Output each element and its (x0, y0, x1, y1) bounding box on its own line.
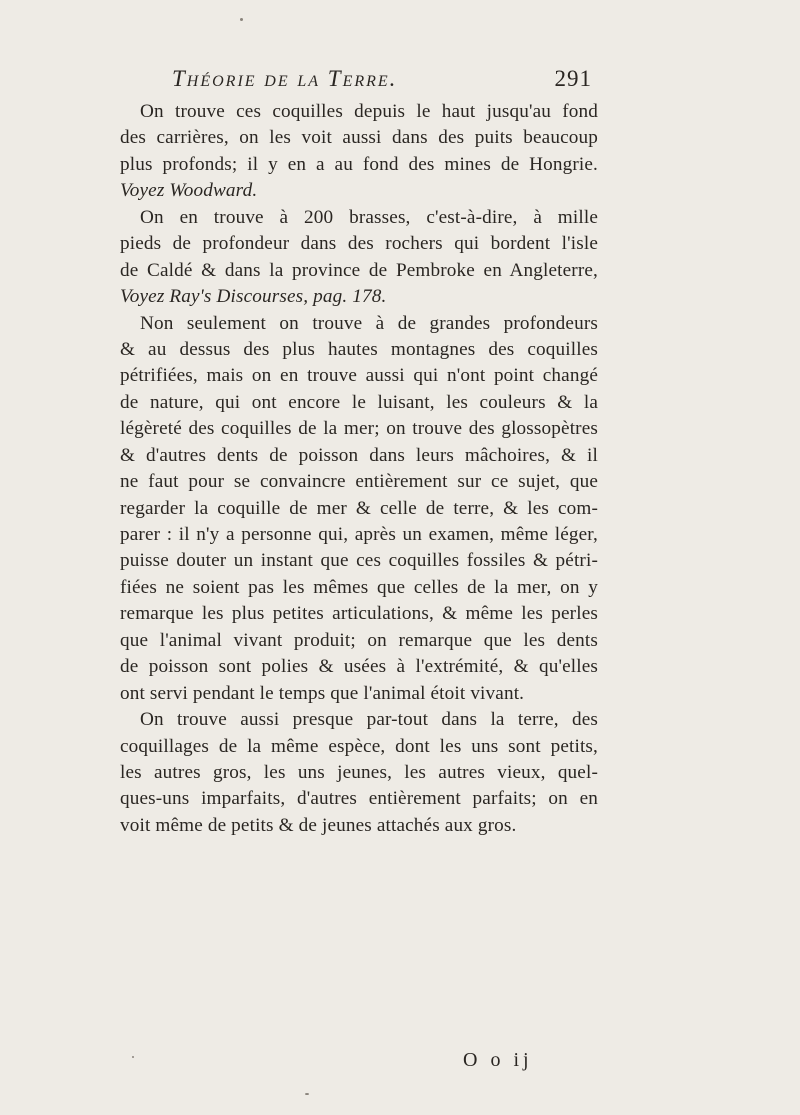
text-line: pétrifiées, mais on en trouve aussi qui n'ont point changé (120, 365, 598, 387)
text-line: & au dessus des plus hautes montagnes des coquilles (120, 338, 598, 360)
text-line: ont servi pendant le temps que l'animal étoit vivant. (120, 682, 525, 704)
text-line: Voyez Woodward. (120, 180, 258, 202)
text-line: voit même de petits & de jeunes attachés aux gros. (120, 814, 517, 836)
text-line: de nature, qui ont encore le luisant, les couleurs & la (120, 391, 598, 413)
text-line: légèreté des coquilles de la mer; on trouve des glossopètres (120, 418, 598, 440)
text-line: de poisson sont polies & usées à l'extrémité, & qu'elles (120, 656, 598, 678)
text-line: ne faut pour se convaincre entièrement sur ce sujet, que (120, 471, 598, 493)
text-line: les autres gros, les uns jeunes, les autres vieux, quel- (120, 761, 598, 783)
text-line: On trouve aussi presque par-tout dans la terre, des (140, 709, 598, 731)
text-line: plus profonds; il y en a au fond des mines de Hongrie. (120, 153, 598, 175)
running-head (172, 62, 592, 96)
paper-speck (132, 1056, 134, 1058)
text-line: ques-uns imparfaits, d'autres entièrement parfaits; on en (120, 788, 598, 810)
text-line: fiées ne soient pas les mêmes que celles de la mer, on y (120, 576, 598, 598)
text-line: parer : il n'y a personne qui, après un examen, même léger, (120, 524, 598, 545)
text-line: pieds de profondeur dans des rochers qui bordent l'isle (120, 233, 598, 255)
paper-speck (305, 1093, 309, 1095)
text-line: & d'autres dents de poisson dans leurs mâchoires, & il (120, 444, 598, 466)
text-line: des carrières, on les voit aussi dans des puits beaucoup (120, 127, 598, 149)
text-line: Voyez Ray's Discourses, pag. 178. (120, 286, 387, 308)
signature-mark: O o ij (463, 1049, 533, 1071)
text-line: Non seulement on trouve à de grandes profondeurs (140, 312, 598, 334)
page-number: 291 (554, 66, 592, 91)
text-line: puisse douter un instant que ces coquilles fossiles & pétri- (120, 550, 598, 572)
text-line: On en trouve à 200 brasses, c'est-à-dire, à mille (140, 206, 598, 228)
text-line: de Caldé & dans la province de Pembroke en Angleterre, (120, 259, 598, 281)
running-title: Théorie de la Terre. (172, 66, 398, 91)
text-line: que l'animal vivant produit; on remarque que les dents (120, 629, 598, 651)
text-line: remarque les plus petites articulations, & même les perles (120, 603, 598, 625)
text-line: regarder la coquille de mer & celle de terre, & les com- (120, 497, 598, 519)
paper-speck (240, 18, 243, 21)
text-line: coquillages de la même espèce, dont les uns sont petits, (120, 735, 598, 757)
text-line: On trouve ces coquilles depuis le haut jusqu'au fond (140, 101, 598, 122)
body-text (120, 99, 598, 839)
